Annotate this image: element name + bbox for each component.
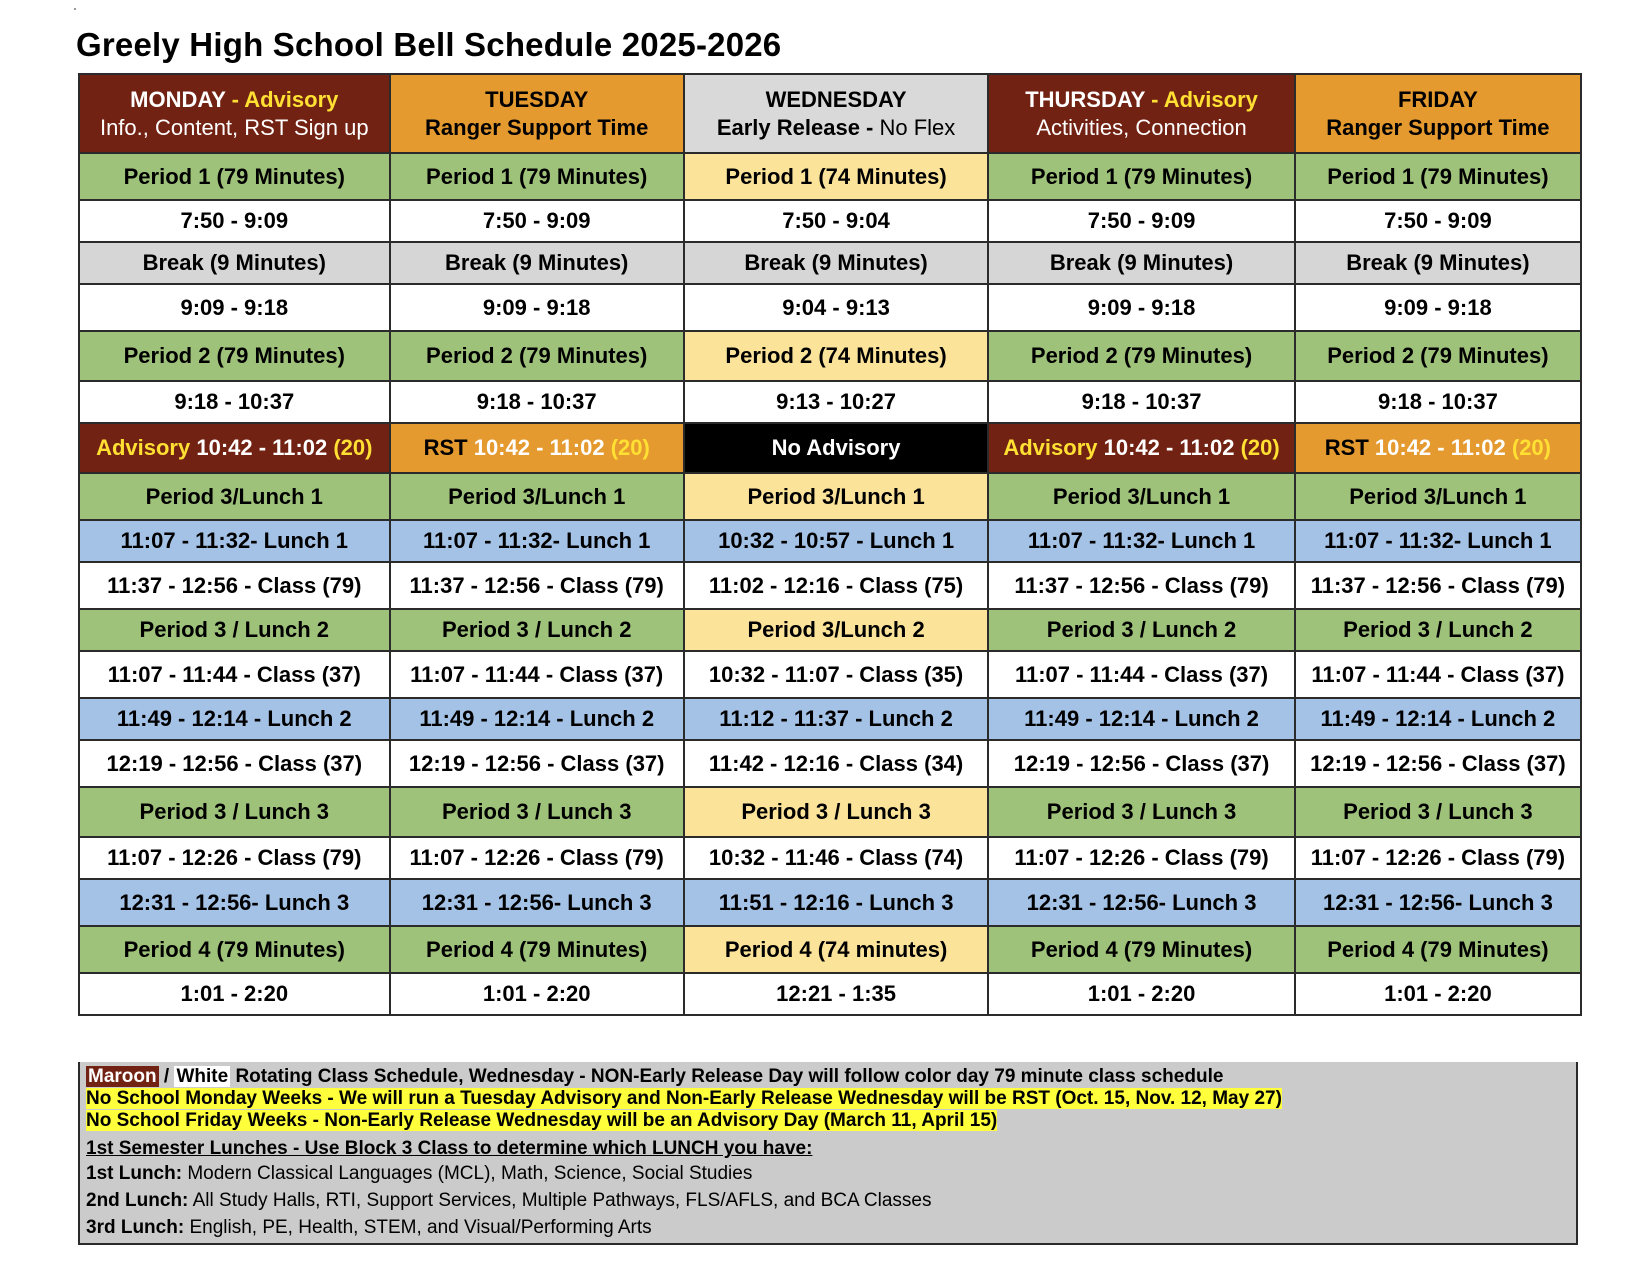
table-cell: 11:07 - 11:32- Lunch 1 (988, 520, 1294, 562)
table-cell: 10:32 - 11:07 - Class (35) (684, 651, 988, 698)
day-header-row (79, 74, 1581, 153)
table-cell: Period 3 / Lunch 2 (988, 609, 1294, 651)
table-cell: 9:18 - 10:37 (79, 381, 390, 423)
period1-time-row (79, 200, 1581, 242)
table-cell: Period 3 / Lunch 2 (79, 609, 390, 651)
table-cell: Break (9 Minutes) (684, 242, 988, 284)
table-cell: Period 1 (79 Minutes) (1295, 153, 1581, 200)
period2-time-row (79, 381, 1581, 423)
bell-schedule-table (78, 73, 1582, 1016)
table-cell: 1:01 - 2:20 (988, 973, 1294, 1015)
lunch3-lunch-row (79, 879, 1581, 926)
table-cell: Period 3/Lunch 1 (684, 473, 988, 520)
table-cell: 7:50 - 9:09 (79, 200, 390, 242)
table-cell: 1:01 - 2:20 (79, 973, 390, 1015)
monday-note: No School Monday Weeks - We will run a Tuesday Advisory and Non-Early Release Wednesday will be RST (Oct. 15, Nov. 12, May 27) (86, 1088, 1282, 1109)
table-cell: 11:37 - 12:56 - Class (79) (390, 562, 684, 609)
table-cell: Period 4 (79 Minutes) (79, 926, 390, 973)
table-cell: 9:13 - 10:27 (684, 381, 988, 423)
table-cell: Period 3 / Lunch 3 (988, 787, 1294, 837)
table-cell: Period 3/Lunch 1 (390, 473, 684, 520)
table-cell: Period 3/Lunch 1 (1295, 473, 1581, 520)
table-cell: 12:21 - 1:35 (684, 973, 988, 1015)
table-cell: 11:49 - 12:14 - Lunch 2 (390, 698, 684, 740)
table-cell: 7:50 - 9:09 (390, 200, 684, 242)
table-cell: 11:37 - 12:56 - Class (79) (79, 562, 390, 609)
header-thursday: THURSDAY - Advisory Activities, Connection (988, 74, 1294, 153)
rotating-note: Maroon / White Rotating Class Schedule, Wednesday - NON-Early Release Day will follow color day 79 minute class schedule (88, 1066, 1224, 1087)
schedule-notes (78, 1062, 1578, 1245)
lunch1-note: 1st Lunch: Modern Classical Languages (MCL), Math, Science, Social Studies (86, 1163, 753, 1184)
table-cell: 12:31 - 12:56- Lunch 3 (1295, 879, 1581, 926)
table-cell: 11:07 - 11:44 - Class (37) (79, 651, 390, 698)
table-cell: 12:31 - 12:56- Lunch 3 (988, 879, 1294, 926)
period1-label-row (79, 153, 1581, 200)
table-cell: 1:01 - 2:20 (390, 973, 684, 1015)
table-cell: 12:19 - 12:56 - Class (37) (390, 740, 684, 787)
table-cell: 7:50 - 9:09 (988, 200, 1294, 242)
table-cell: 11:49 - 12:14 - Lunch 2 (79, 698, 390, 740)
table-cell: 9:09 - 9:18 (1295, 284, 1581, 331)
lunch2-note: 2nd Lunch: All Study Halls, RTI, Support Services, Multiple Pathways, FLS/AFLS, and BCA Classes (86, 1190, 932, 1211)
table-cell: Period 3 / Lunch 2 (390, 609, 684, 651)
table-cell: 9:18 - 10:37 (1295, 381, 1581, 423)
lunch2-label-row (79, 609, 1581, 651)
lunch3-note: 3rd Lunch: English, PE, Health, STEM, and Visual/Performing Arts (86, 1217, 652, 1238)
table-cell: 11:42 - 12:16 - Class (34) (684, 740, 988, 787)
table-cell: 9:09 - 9:18 (390, 284, 684, 331)
table-cell: Period 3/Lunch 1 (79, 473, 390, 520)
table-cell: Period 3 / Lunch 3 (390, 787, 684, 837)
table-cell: 12:19 - 12:56 - Class (37) (988, 740, 1294, 787)
table-cell: 11:02 - 12:16 - Class (75) (684, 562, 988, 609)
table-cell: 11:49 - 12:14 - Lunch 2 (988, 698, 1294, 740)
table-cell: 10:32 - 10:57 - Lunch 1 (684, 520, 988, 562)
break-label-row (79, 242, 1581, 284)
table-cell: 9:04 - 9:13 (684, 284, 988, 331)
table-cell: 11:07 - 11:32- Lunch 1 (390, 520, 684, 562)
table-cell: Period 1 (79 Minutes) (79, 153, 390, 200)
table-cell: 11:07 - 12:26 - Class (79) (1295, 837, 1581, 879)
table-cell: Period 2 (79 Minutes) (390, 331, 684, 381)
table-cell: 11:07 - 11:32- Lunch 1 (79, 520, 390, 562)
table-cell: 11:37 - 12:56 - Class (79) (988, 562, 1294, 609)
table-cell: 12:19 - 12:56 - Class (37) (79, 740, 390, 787)
table-cell: 11:07 - 11:44 - Class (37) (988, 651, 1294, 698)
lunch2-class1-row (79, 651, 1581, 698)
table-cell: Period 1 (74 Minutes) (684, 153, 988, 200)
table-cell: Period 2 (74 Minutes) (684, 331, 988, 381)
table-cell: Period 3 / Lunch 3 (684, 787, 988, 837)
table-cell: 10:32 - 11:46 - Class (74) (684, 837, 988, 879)
advisory-row (79, 423, 1581, 473)
table-cell: Period 1 (79 Minutes) (390, 153, 684, 200)
table-cell: 11:12 - 11:37 - Lunch 2 (684, 698, 988, 740)
table-cell: 11:49 - 12:14 - Lunch 2 (1295, 698, 1581, 740)
table-cell: 7:50 - 9:04 (684, 200, 988, 242)
table-cell: 12:31 - 12:56- Lunch 3 (79, 879, 390, 926)
table-cell: 11:07 - 12:26 - Class (79) (988, 837, 1294, 879)
table-cell: Period 4 (79 Minutes) (1295, 926, 1581, 973)
table-cell: 12:19 - 12:56 - Class (37) (1295, 740, 1581, 787)
white-tag: White (176, 1066, 229, 1087)
table-cell: 11:51 - 12:16 - Lunch 3 (684, 879, 988, 926)
table-cell: 11:07 - 12:26 - Class (79) (390, 837, 684, 879)
table-cell: Period 4 (79 Minutes) (390, 926, 684, 973)
lunch3-class-row (79, 837, 1581, 879)
no-advisory-cell-wednesday: No Advisory (684, 423, 988, 473)
page-title: Greely High School Bell Schedule 2025-2026 (76, 26, 782, 63)
lunch1-class-row (79, 562, 1581, 609)
table-cell: Period 3 / Lunch 3 (79, 787, 390, 837)
header-friday: FRIDAY Ranger Support Time (1295, 74, 1581, 153)
table-cell: Break (9 Minutes) (988, 242, 1294, 284)
table-cell: Period 2 (79 Minutes) (79, 331, 390, 381)
table-cell: Period 4 (79 Minutes) (988, 926, 1294, 973)
table-cell: 1:01 - 2:20 (1295, 973, 1581, 1015)
header-tuesday: TUESDAY Ranger Support Time (390, 74, 684, 153)
table-cell: Break (9 Minutes) (390, 242, 684, 284)
table-cell: Period 4 (74 minutes) (684, 926, 988, 973)
semester-lunch-heading: 1st Semester Lunches - Use Block 3 Class to determine which LUNCH you have: (86, 1138, 813, 1159)
page-mark (74, 8, 76, 10)
table-cell: 7:50 - 9:09 (1295, 200, 1581, 242)
lunch3-label-row (79, 787, 1581, 837)
friday-note: No School Friday Weeks - Non-Early Release Wednesday will be an Advisory Day (March 11, April 15) (86, 1110, 998, 1131)
table-cell: 9:09 - 9:18 (79, 284, 390, 331)
table-cell: Period 3/Lunch 1 (988, 473, 1294, 520)
table-cell: 12:31 - 12:56- Lunch 3 (390, 879, 684, 926)
table-cell: 9:09 - 9:18 (988, 284, 1294, 331)
lunch2-class2-row (79, 740, 1581, 787)
table-cell: 11:07 - 11:32- Lunch 1 (1295, 520, 1581, 562)
table-cell: 11:07 - 11:44 - Class (37) (390, 651, 684, 698)
period4-label-row (79, 926, 1581, 973)
table-cell: Break (9 Minutes) (1295, 242, 1581, 284)
rst-cell-friday: RST 10:42 - 11:02 (20) (1295, 423, 1581, 473)
table-cell: Period 3/Lunch 2 (684, 609, 988, 651)
lunch2-lunch-row (79, 698, 1581, 740)
table-cell: 11:07 - 12:26 - Class (79) (79, 837, 390, 879)
table-cell: Break (9 Minutes) (79, 242, 390, 284)
advisory-cell-thursday: Advisory 10:42 - 11:02 (20) (988, 423, 1294, 473)
header-monday: MONDAY - Advisory Info., Content, RST Sign up (79, 74, 390, 153)
break-time-row (79, 284, 1581, 331)
table-cell: Period 3 / Lunch 2 (1295, 609, 1581, 651)
table-cell: Period 2 (79 Minutes) (1295, 331, 1581, 381)
rst-cell-tuesday: RST 10:42 - 11:02 (20) (390, 423, 684, 473)
table-cell: Period 1 (79 Minutes) (988, 153, 1294, 200)
lunch1-lunch-row (79, 520, 1581, 562)
header-wednesday: WEDNESDAY Early Release - No Flex (684, 74, 988, 153)
maroon-tag: Maroon (88, 1066, 157, 1087)
period2-label-row (79, 331, 1581, 381)
period4-time-row (79, 973, 1581, 1015)
advisory-cell-monday: Advisory 10:42 - 11:02 (20) (79, 423, 390, 473)
table-cell: Period 2 (79 Minutes) (988, 331, 1294, 381)
table-cell: 9:18 - 10:37 (988, 381, 1294, 423)
table-cell: 9:18 - 10:37 (390, 381, 684, 423)
table-cell: 11:07 - 11:44 - Class (37) (1295, 651, 1581, 698)
table-cell: 11:37 - 12:56 - Class (79) (1295, 562, 1581, 609)
lunch1-label-row (79, 473, 1581, 520)
table-cell: Period 3 / Lunch 3 (1295, 787, 1581, 837)
